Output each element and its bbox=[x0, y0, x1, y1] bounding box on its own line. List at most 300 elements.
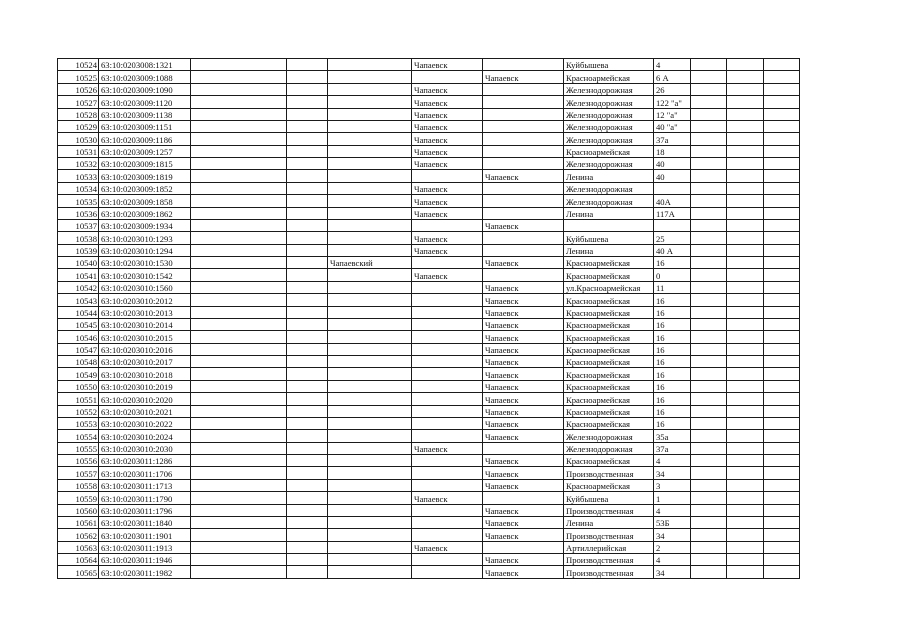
locality-cell: Чапаевск bbox=[483, 356, 564, 368]
table-row bbox=[58, 281, 800, 293]
city-cell bbox=[412, 554, 483, 566]
district-cell bbox=[328, 356, 412, 368]
empty-cell-d bbox=[727, 318, 764, 330]
empty-cell-b bbox=[287, 393, 328, 405]
house-cell: 16 bbox=[654, 257, 691, 269]
empty-cell-d bbox=[727, 96, 764, 108]
row-number-cell: 10561 bbox=[58, 516, 99, 528]
house-cell: 2 bbox=[654, 541, 691, 553]
locality-cell bbox=[483, 244, 564, 256]
district-cell bbox=[328, 541, 412, 553]
table-row bbox=[58, 529, 800, 541]
empty-cell-b bbox=[287, 269, 328, 281]
empty-cell-b bbox=[287, 492, 328, 504]
house-cell: 4 bbox=[654, 455, 691, 467]
locality-cell: Чапаевск bbox=[483, 516, 564, 528]
empty-cell-a bbox=[191, 59, 287, 71]
locality-cell: Чапаевск bbox=[483, 430, 564, 442]
district-cell bbox=[328, 269, 412, 281]
empty-cell-c bbox=[691, 182, 727, 194]
row-number-cell: 10527 bbox=[58, 96, 99, 108]
locality-cell: Чапаевск bbox=[483, 529, 564, 541]
empty-cell-d bbox=[727, 541, 764, 553]
empty-cell-c bbox=[691, 232, 727, 244]
house-cell: 117А bbox=[654, 207, 691, 219]
house-cell: 1 bbox=[654, 492, 691, 504]
district-cell bbox=[328, 529, 412, 541]
cadastral-number-cell: 63:10:0203010:2017 bbox=[99, 356, 191, 368]
street-cell: Ленина bbox=[564, 170, 654, 182]
empty-cell-b bbox=[287, 455, 328, 467]
cadastral-number-cell: 63:10:0203009:1090 bbox=[99, 83, 191, 95]
house-cell: 11 bbox=[654, 281, 691, 293]
house-cell: 34 bbox=[654, 566, 691, 578]
empty-cell-d bbox=[727, 455, 764, 467]
empty-cell-b bbox=[287, 516, 328, 528]
empty-cell-e bbox=[764, 492, 800, 504]
house-cell: 16 bbox=[654, 368, 691, 380]
cadastral-number-cell: 63:10:0203011:1840 bbox=[99, 516, 191, 528]
empty-cell-e bbox=[764, 269, 800, 281]
table-row bbox=[58, 158, 800, 170]
empty-cell-a bbox=[191, 83, 287, 95]
city-cell bbox=[412, 368, 483, 380]
table-row bbox=[58, 195, 800, 207]
empty-cell-e bbox=[764, 455, 800, 467]
empty-cell-e bbox=[764, 170, 800, 182]
row-number-cell: 10534 bbox=[58, 182, 99, 194]
house-cell: 16 bbox=[654, 318, 691, 330]
empty-cell-e bbox=[764, 467, 800, 479]
empty-cell-c bbox=[691, 331, 727, 343]
empty-cell-d bbox=[727, 529, 764, 541]
empty-cell-a bbox=[191, 504, 287, 516]
locality-cell bbox=[483, 158, 564, 170]
empty-cell-d bbox=[727, 294, 764, 306]
cadastral-number-cell: 63:10:0203009:1852 bbox=[99, 182, 191, 194]
empty-cell-c bbox=[691, 207, 727, 219]
house-cell: 25 bbox=[654, 232, 691, 244]
city-cell bbox=[412, 393, 483, 405]
row-number-cell: 10526 bbox=[58, 83, 99, 95]
district-cell bbox=[328, 479, 412, 491]
cadastral-number-cell: 63:10:0203009:1858 bbox=[99, 195, 191, 207]
table-row bbox=[58, 479, 800, 491]
row-number-cell: 10529 bbox=[58, 120, 99, 132]
empty-cell-d bbox=[727, 269, 764, 281]
cadastral-number-cell: 63:10:0203010:2020 bbox=[99, 393, 191, 405]
district-cell bbox=[328, 145, 412, 157]
empty-cell-e bbox=[764, 393, 800, 405]
locality-cell bbox=[483, 195, 564, 207]
empty-cell-c bbox=[691, 405, 727, 417]
empty-cell-e bbox=[764, 83, 800, 95]
district-cell bbox=[328, 318, 412, 330]
house-cell: 53Б bbox=[654, 516, 691, 528]
empty-cell-c bbox=[691, 442, 727, 454]
empty-cell-b bbox=[287, 133, 328, 145]
empty-cell-e bbox=[764, 281, 800, 293]
cadastral-number-cell: 63:10:0203009:1862 bbox=[99, 207, 191, 219]
house-cell: 37а bbox=[654, 442, 691, 454]
empty-cell-d bbox=[727, 133, 764, 145]
cadastral-number-cell: 63:10:0203011:1913 bbox=[99, 541, 191, 553]
empty-cell-a bbox=[191, 257, 287, 269]
street-cell: Производственная bbox=[564, 554, 654, 566]
street-cell: Красноармейская bbox=[564, 318, 654, 330]
empty-cell-a bbox=[191, 108, 287, 120]
house-cell: 40 bbox=[654, 170, 691, 182]
district-cell bbox=[328, 71, 412, 83]
street-cell: Красноармейская bbox=[564, 71, 654, 83]
cadastral-number-cell: 63:10:0203011:1901 bbox=[99, 529, 191, 541]
empty-cell-d bbox=[727, 244, 764, 256]
cadastral-number-cell: 63:10:0203010:2019 bbox=[99, 380, 191, 392]
street-cell: Производственная bbox=[564, 504, 654, 516]
empty-cell-b bbox=[287, 207, 328, 219]
empty-cell-a bbox=[191, 195, 287, 207]
city-cell bbox=[412, 467, 483, 479]
city-cell: Чапаевск bbox=[412, 145, 483, 157]
empty-cell-a bbox=[191, 170, 287, 182]
table-row bbox=[58, 504, 800, 516]
empty-cell-d bbox=[727, 393, 764, 405]
empty-cell-e bbox=[764, 529, 800, 541]
empty-cell-a bbox=[191, 541, 287, 553]
empty-cell-e bbox=[764, 257, 800, 269]
table-row bbox=[58, 405, 800, 417]
empty-cell-c bbox=[691, 566, 727, 578]
row-number-cell: 10557 bbox=[58, 467, 99, 479]
street-cell bbox=[564, 219, 654, 231]
empty-cell-a bbox=[191, 207, 287, 219]
house-cell: 40 bbox=[654, 158, 691, 170]
district-cell bbox=[328, 306, 412, 318]
district-cell bbox=[328, 467, 412, 479]
row-number-cell: 10535 bbox=[58, 195, 99, 207]
city-cell bbox=[412, 294, 483, 306]
empty-cell-a bbox=[191, 455, 287, 467]
empty-cell-a bbox=[191, 182, 287, 194]
cadastral-number-cell: 63:10:0203009:1138 bbox=[99, 108, 191, 120]
empty-cell-c bbox=[691, 467, 727, 479]
cadastral-number-cell: 63:10:0203011:1946 bbox=[99, 554, 191, 566]
district-cell bbox=[328, 455, 412, 467]
cadastral-number-cell: 63:10:0203010:2021 bbox=[99, 405, 191, 417]
empty-cell-b bbox=[287, 219, 328, 231]
house-cell: 40 "а" bbox=[654, 120, 691, 132]
empty-cell-e bbox=[764, 207, 800, 219]
district-cell bbox=[328, 554, 412, 566]
empty-cell-a bbox=[191, 120, 287, 132]
empty-cell-c bbox=[691, 504, 727, 516]
row-number-cell: 10558 bbox=[58, 479, 99, 491]
empty-cell-e bbox=[764, 59, 800, 71]
city-cell bbox=[412, 417, 483, 429]
empty-cell-c bbox=[691, 244, 727, 256]
cadastral-number-cell: 63:10:0203010:2030 bbox=[99, 442, 191, 454]
row-number-cell: 10542 bbox=[58, 281, 99, 293]
empty-cell-c bbox=[691, 195, 727, 207]
empty-cell-e bbox=[764, 219, 800, 231]
city-cell: Чапаевск bbox=[412, 133, 483, 145]
empty-cell-d bbox=[727, 343, 764, 355]
empty-cell-c bbox=[691, 83, 727, 95]
city-cell bbox=[412, 71, 483, 83]
empty-cell-d bbox=[727, 504, 764, 516]
empty-cell-d bbox=[727, 59, 764, 71]
house-cell: 40А bbox=[654, 195, 691, 207]
street-cell: Производственная bbox=[564, 529, 654, 541]
empty-cell-b bbox=[287, 331, 328, 343]
empty-cell-c bbox=[691, 281, 727, 293]
locality-cell bbox=[483, 207, 564, 219]
cadastral-number-cell: 63:10:0203010:2016 bbox=[99, 343, 191, 355]
empty-cell-e bbox=[764, 195, 800, 207]
empty-cell-d bbox=[727, 170, 764, 182]
locality-cell: Чапаевск bbox=[483, 455, 564, 467]
empty-cell-d bbox=[727, 368, 764, 380]
house-cell: 4 bbox=[654, 554, 691, 566]
empty-cell-d bbox=[727, 356, 764, 368]
city-cell bbox=[412, 343, 483, 355]
row-number-cell: 10530 bbox=[58, 133, 99, 145]
table-row bbox=[58, 83, 800, 95]
row-number-cell: 10549 bbox=[58, 368, 99, 380]
row-number-cell: 10559 bbox=[58, 492, 99, 504]
empty-cell-a bbox=[191, 417, 287, 429]
empty-cell-e bbox=[764, 380, 800, 392]
empty-cell-d bbox=[727, 331, 764, 343]
empty-cell-b bbox=[287, 108, 328, 120]
empty-cell-c bbox=[691, 269, 727, 281]
empty-cell-c bbox=[691, 479, 727, 491]
locality-cell: Чапаевск bbox=[483, 393, 564, 405]
cadastral-number-cell: 63:10:0203009:1819 bbox=[99, 170, 191, 182]
row-number-cell: 10541 bbox=[58, 269, 99, 281]
district-cell bbox=[328, 566, 412, 578]
city-cell: Чапаевск bbox=[412, 195, 483, 207]
empty-cell-a bbox=[191, 145, 287, 157]
locality-cell bbox=[483, 269, 564, 281]
street-cell: Железнодорожная bbox=[564, 158, 654, 170]
city-cell bbox=[412, 516, 483, 528]
city-cell bbox=[412, 281, 483, 293]
locality-cell: Чапаевск bbox=[483, 504, 564, 516]
row-number-cell: 10524 bbox=[58, 59, 99, 71]
empty-cell-e bbox=[764, 120, 800, 132]
empty-cell-e bbox=[764, 368, 800, 380]
empty-cell-c bbox=[691, 529, 727, 541]
street-cell: Красноармейская bbox=[564, 257, 654, 269]
district-cell: Чапаевский bbox=[328, 257, 412, 269]
empty-cell-d bbox=[727, 83, 764, 95]
empty-cell-a bbox=[191, 318, 287, 330]
empty-cell-e bbox=[764, 306, 800, 318]
district-cell bbox=[328, 516, 412, 528]
house-cell: 0 bbox=[654, 269, 691, 281]
empty-cell-a bbox=[191, 516, 287, 528]
empty-cell-d bbox=[727, 108, 764, 120]
empty-cell-a bbox=[191, 343, 287, 355]
row-number-cell: 10531 bbox=[58, 145, 99, 157]
table-row bbox=[58, 442, 800, 454]
cadastral-number-cell: 63:10:0203009:1186 bbox=[99, 133, 191, 145]
city-cell: Чапаевск bbox=[412, 541, 483, 553]
empty-cell-a bbox=[191, 380, 287, 392]
street-cell: Красноармейская bbox=[564, 393, 654, 405]
district-cell bbox=[328, 59, 412, 71]
empty-cell-d bbox=[727, 182, 764, 194]
table-row bbox=[58, 96, 800, 108]
street-cell: Красноармейская bbox=[564, 306, 654, 318]
house-cell: 16 bbox=[654, 343, 691, 355]
empty-cell-c bbox=[691, 541, 727, 553]
cadastral-number-cell: 63:10:0203011:1796 bbox=[99, 504, 191, 516]
city-cell bbox=[412, 219, 483, 231]
empty-cell-a bbox=[191, 529, 287, 541]
cadastral-number-cell: 63:10:0203011:1706 bbox=[99, 467, 191, 479]
street-cell: Артиллерийская bbox=[564, 541, 654, 553]
locality-cell: Чапаевск bbox=[483, 331, 564, 343]
street-cell: Красноармейская bbox=[564, 269, 654, 281]
locality-cell: Чапаевск bbox=[483, 257, 564, 269]
empty-cell-e bbox=[764, 96, 800, 108]
city-cell bbox=[412, 318, 483, 330]
street-cell: Ленина bbox=[564, 244, 654, 256]
empty-cell-d bbox=[727, 120, 764, 132]
empty-cell-e bbox=[764, 244, 800, 256]
empty-cell-e bbox=[764, 442, 800, 454]
empty-cell-d bbox=[727, 195, 764, 207]
empty-cell-c bbox=[691, 108, 727, 120]
empty-cell-e bbox=[764, 356, 800, 368]
table-row bbox=[58, 207, 800, 219]
empty-cell-b bbox=[287, 71, 328, 83]
district-cell bbox=[328, 120, 412, 132]
street-cell: Куйбышева bbox=[564, 59, 654, 71]
empty-cell-d bbox=[727, 417, 764, 429]
empty-cell-e bbox=[764, 133, 800, 145]
table-row bbox=[58, 566, 800, 578]
city-cell: Чапаевск bbox=[412, 244, 483, 256]
house-cell: 18 bbox=[654, 145, 691, 157]
empty-cell-e bbox=[764, 343, 800, 355]
empty-cell-a bbox=[191, 232, 287, 244]
street-cell: Железнодорожная bbox=[564, 120, 654, 132]
street-cell: Красноармейская bbox=[564, 331, 654, 343]
street-cell: Красноармейская bbox=[564, 380, 654, 392]
cadastral-number-cell: 63:10:0203009:1257 bbox=[99, 145, 191, 157]
district-cell bbox=[328, 442, 412, 454]
cadastral-number-cell: 63:10:0203009:1120 bbox=[99, 96, 191, 108]
cadastral-number-cell: 63:10:0203011:1982 bbox=[99, 566, 191, 578]
city-cell: Чапаевск bbox=[412, 182, 483, 194]
empty-cell-b bbox=[287, 504, 328, 516]
empty-cell-e bbox=[764, 516, 800, 528]
row-number-cell: 10563 bbox=[58, 541, 99, 553]
empty-cell-b bbox=[287, 244, 328, 256]
locality-cell: Чапаевск bbox=[483, 405, 564, 417]
city-cell bbox=[412, 405, 483, 417]
house-cell: 16 bbox=[654, 393, 691, 405]
empty-cell-a bbox=[191, 467, 287, 479]
empty-cell-c bbox=[691, 294, 727, 306]
city-cell bbox=[412, 430, 483, 442]
empty-cell-a bbox=[191, 133, 287, 145]
table-row bbox=[58, 108, 800, 120]
empty-cell-c bbox=[691, 492, 727, 504]
empty-cell-b bbox=[287, 294, 328, 306]
empty-cell-d bbox=[727, 380, 764, 392]
district-cell bbox=[328, 244, 412, 256]
row-number-cell: 10536 bbox=[58, 207, 99, 219]
empty-cell-c bbox=[691, 455, 727, 467]
locality-cell bbox=[483, 108, 564, 120]
district-cell bbox=[328, 380, 412, 392]
district-cell bbox=[328, 207, 412, 219]
empty-cell-b bbox=[287, 120, 328, 132]
empty-cell-a bbox=[191, 479, 287, 491]
empty-cell-e bbox=[764, 504, 800, 516]
district-cell bbox=[328, 182, 412, 194]
empty-cell-e bbox=[764, 294, 800, 306]
row-number-cell: 10547 bbox=[58, 343, 99, 355]
row-number-cell: 10565 bbox=[58, 566, 99, 578]
table-body bbox=[58, 59, 800, 579]
table-row bbox=[58, 59, 800, 71]
empty-cell-c bbox=[691, 219, 727, 231]
locality-cell: Чапаевск bbox=[483, 417, 564, 429]
cadastral-number-cell: 63:10:0203010:2013 bbox=[99, 306, 191, 318]
district-cell bbox=[328, 294, 412, 306]
empty-cell-a bbox=[191, 368, 287, 380]
empty-cell-c bbox=[691, 59, 727, 71]
city-cell bbox=[412, 529, 483, 541]
table-row bbox=[58, 170, 800, 182]
empty-cell-d bbox=[727, 516, 764, 528]
empty-cell-b bbox=[287, 182, 328, 194]
street-cell: Куйбышева bbox=[564, 232, 654, 244]
empty-cell-c bbox=[691, 170, 727, 182]
street-cell: Красноармейская bbox=[564, 417, 654, 429]
locality-cell: Чапаевск bbox=[483, 380, 564, 392]
street-cell: Производственная bbox=[564, 566, 654, 578]
locality-cell: Чапаевск bbox=[483, 219, 564, 231]
cadastral-number-cell: 63:10:0203010:2015 bbox=[99, 331, 191, 343]
empty-cell-c bbox=[691, 306, 727, 318]
city-cell bbox=[412, 306, 483, 318]
house-cell: 16 bbox=[654, 331, 691, 343]
locality-cell: Чапаевск bbox=[483, 479, 564, 491]
empty-cell-d bbox=[727, 467, 764, 479]
empty-cell-e bbox=[764, 182, 800, 194]
empty-cell-a bbox=[191, 306, 287, 318]
district-cell bbox=[328, 492, 412, 504]
empty-cell-b bbox=[287, 479, 328, 491]
house-cell: 6 А bbox=[654, 71, 691, 83]
table-row bbox=[58, 182, 800, 194]
empty-cell-e bbox=[764, 430, 800, 442]
locality-cell bbox=[483, 442, 564, 454]
empty-cell-a bbox=[191, 219, 287, 231]
empty-cell-b bbox=[287, 442, 328, 454]
empty-cell-e bbox=[764, 108, 800, 120]
cadastral-number-cell: 63:10:0203010:1560 bbox=[99, 281, 191, 293]
empty-cell-a bbox=[191, 294, 287, 306]
empty-cell-a bbox=[191, 430, 287, 442]
empty-cell-a bbox=[191, 158, 287, 170]
